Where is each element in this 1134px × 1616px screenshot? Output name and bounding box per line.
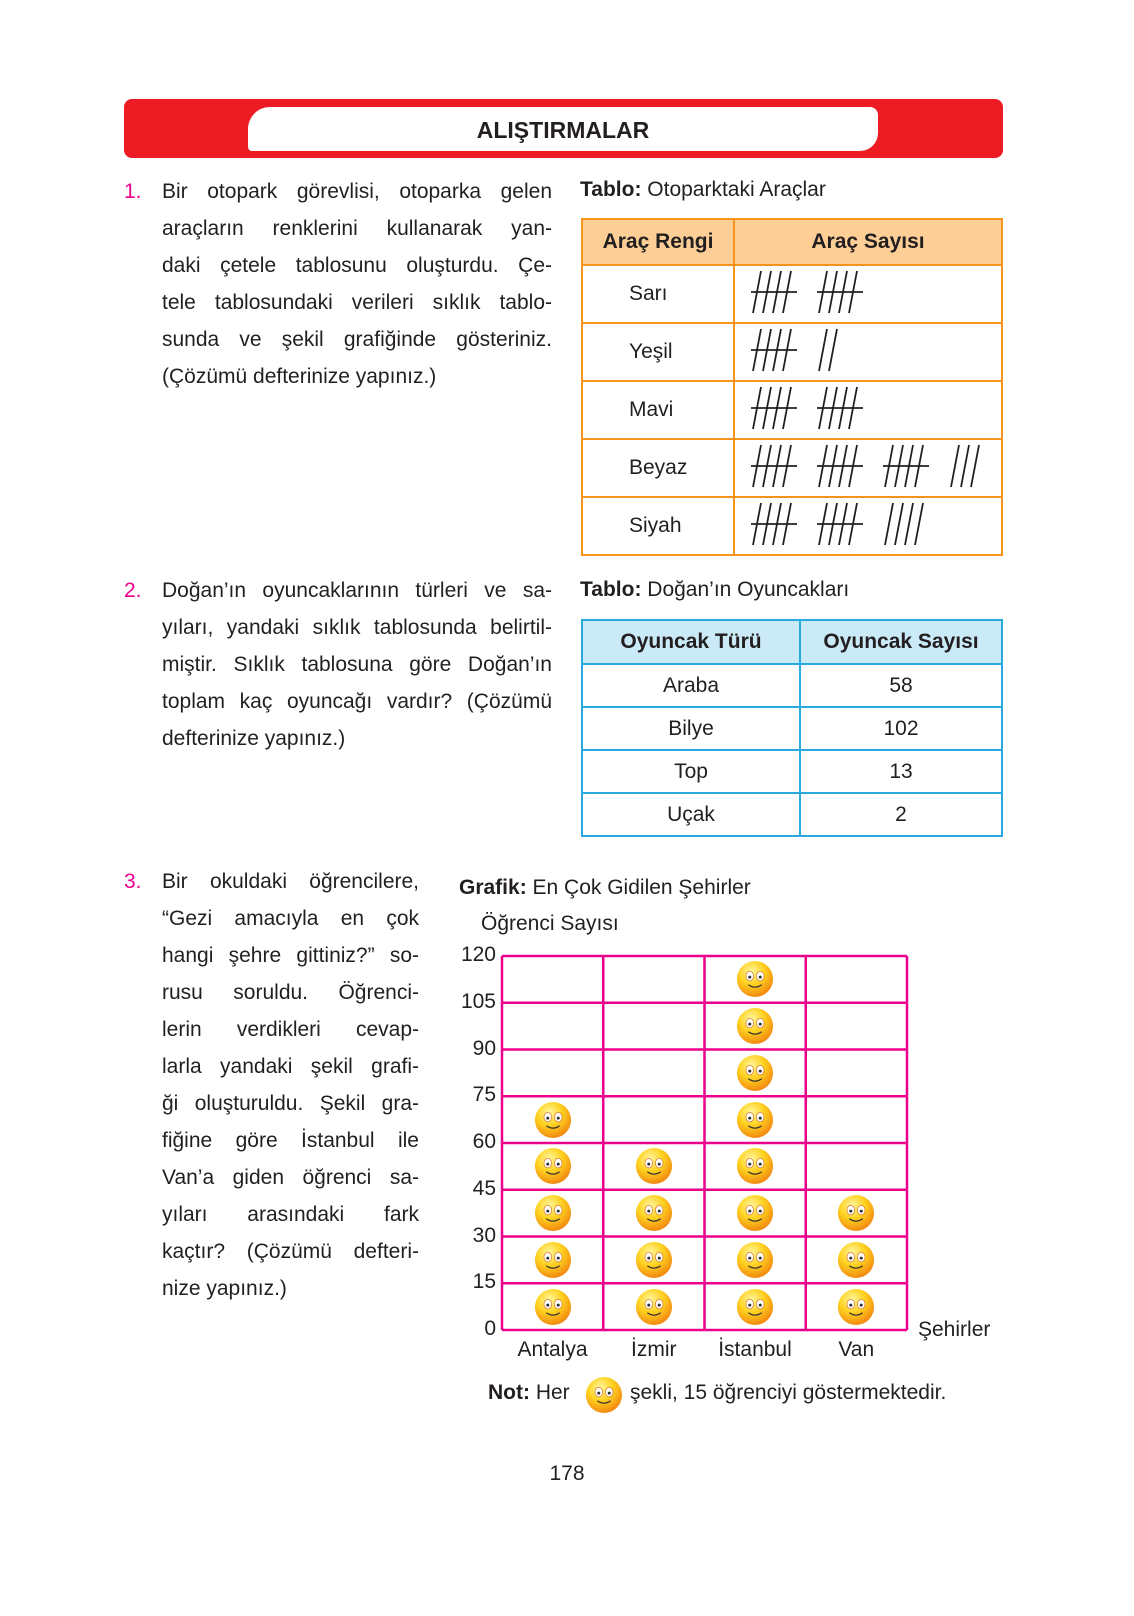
text-line: miştir. Sıklık tablosuna göre Doğan’ın — [162, 653, 552, 676]
text-line: tele tablosundaki verileri sıklık tablo- — [162, 291, 552, 314]
table-row — [582, 664, 1002, 707]
title-text: Doğan’ın Oyuncakları — [641, 578, 850, 601]
smiley-icon — [736, 960, 774, 1003]
smiley-icon — [837, 1241, 875, 1284]
smiley-icon — [837, 1288, 875, 1331]
question-number: 3. — [124, 870, 142, 893]
text-line: rusu soruldu. Öğrenci- — [162, 981, 419, 1004]
table-2-title — [580, 578, 849, 602]
title-label: Tablo: — [580, 578, 642, 601]
y-tick-label: 75 — [472, 1083, 496, 1107]
text-line: kaçtır? (Çözümü defteri- — [162, 1240, 419, 1263]
vehicle-color: Yeşil — [582, 323, 734, 381]
note-text: şekli, 15 öğrenciyi göstermektedir. — [630, 1381, 947, 1404]
toy-count: 13 — [800, 750, 1002, 793]
text-line: araçların renklerini kullanarak yan- — [162, 217, 552, 240]
y-tick-label: 45 — [472, 1176, 496, 1200]
y-tick-label: 90 — [472, 1036, 496, 1060]
toy-count: 2 — [800, 793, 1002, 836]
smiley-icon — [736, 1194, 774, 1237]
table-row — [582, 381, 1002, 439]
question-number: 1. — [124, 180, 142, 203]
tally-stroke — [819, 329, 827, 371]
tally-stroke — [915, 503, 923, 545]
tally-marks — [734, 323, 1002, 381]
note-label: Not: — [488, 1381, 530, 1404]
table-row — [582, 439, 1002, 497]
smiley-icon — [837, 1194, 875, 1237]
tally-stroke — [895, 503, 903, 545]
y-tick-label: 60 — [472, 1130, 496, 1153]
x-axis-label: Şehirler — [918, 1318, 991, 1341]
text-line: ği oluşturuldu. Şekil gra- — [162, 1092, 419, 1115]
frequency-table — [581, 619, 1003, 837]
column-header: Araç Rengi — [582, 219, 734, 265]
smiley-icon — [534, 1241, 572, 1284]
y-axis-label: Öğrenci Sayısı — [481, 912, 619, 935]
question-2-text — [162, 572, 552, 757]
toy-type: Uçak — [582, 793, 800, 836]
toy-type: Top — [582, 750, 800, 793]
chart-note — [488, 1381, 570, 1405]
toy-type: Araba — [582, 664, 800, 707]
table-row — [582, 793, 1002, 836]
tally-marks — [734, 439, 1002, 497]
title-label: Tablo: — [580, 178, 642, 201]
x-tick-label: Antalya — [517, 1338, 588, 1361]
tally-stroke — [971, 445, 979, 487]
toy-count: 102 — [800, 707, 1002, 750]
question-number: 2. — [124, 579, 142, 602]
toy-count: 58 — [800, 664, 1002, 707]
text-line: sunda ve şekil grafiğinde gösteriniz. — [162, 328, 552, 351]
table-row — [582, 707, 1002, 750]
smiley-icon — [736, 1054, 774, 1097]
chart-title — [459, 876, 751, 900]
text-line: toplam kaç oyuncağı vardır? (Çözümü — [162, 690, 552, 713]
text-line: Bir otopark görevlisi, otoparka gelen — [162, 180, 552, 203]
column-header: Oyuncak Sayısı — [800, 620, 1002, 664]
smiley-icon — [534, 1101, 572, 1144]
text-line: Van’a giden öğrenci sa- — [162, 1166, 419, 1189]
table-row — [582, 323, 1002, 381]
tally-stroke — [829, 329, 837, 371]
smiley-icon — [736, 1101, 774, 1144]
smiley-icon — [736, 1147, 774, 1190]
y-tick-label: 0 — [484, 1317, 496, 1340]
smiley-icon — [534, 1147, 572, 1190]
tally-stroke — [885, 503, 893, 545]
question-1-text — [162, 173, 552, 395]
text-line: fiğine göre İstanbul ile — [162, 1129, 419, 1152]
tally-stroke — [951, 445, 959, 487]
tally-stroke — [905, 503, 913, 545]
smiley-icon — [736, 1288, 774, 1331]
smiley-icon — [635, 1194, 673, 1237]
vehicle-color: Mavi — [582, 381, 734, 439]
vehicle-color: Sarı — [582, 265, 734, 323]
tally-marks — [734, 497, 1002, 555]
table-row — [582, 750, 1002, 793]
y-tick-label: 15 — [472, 1270, 496, 1294]
smiley-icon — [736, 1241, 774, 1284]
table-row — [582, 265, 1002, 323]
smiley-icon — [585, 1376, 623, 1419]
page-number: 178 — [549, 1462, 585, 1485]
smiley-icon — [635, 1241, 673, 1284]
text-line: Bir okuldaki öğrencilere, — [162, 870, 419, 893]
title-text: En Çok Gidilen Şehirler — [526, 876, 751, 899]
section-title: ALIŞTIRMALAR — [476, 117, 650, 143]
x-tick-label: İstanbul — [718, 1338, 792, 1361]
text-line: lerin verdikleri cevap- — [162, 1018, 419, 1041]
text-line: yıları arasındaki fark — [162, 1203, 419, 1226]
tally-marks — [734, 381, 1002, 439]
text-line: yıları, yandaki sıklık tablosunda belirtil- — [162, 616, 552, 639]
note-text: Her — [529, 1381, 570, 1404]
y-tick-label: 105 — [460, 989, 496, 1013]
title-label: Grafik: — [459, 876, 527, 899]
column-header: Araç Sayısı — [734, 219, 1002, 265]
smiley-icon — [635, 1147, 673, 1190]
tally-stroke — [961, 445, 969, 487]
table-row — [582, 497, 1002, 555]
text-line: daki çetele tablosunu oluşturdu. Çe- — [162, 254, 552, 277]
text-line: defterinize yapınız.) — [162, 727, 346, 750]
title-text: Otoparktaki Araçlar — [641, 178, 826, 201]
text-line: hangi şehre gittiniz?” so- — [162, 944, 419, 967]
smiley-icon — [534, 1194, 572, 1237]
y-tick-label: 120 — [460, 943, 496, 966]
tally-marks — [734, 265, 1002, 323]
vehicle-color: Siyah — [582, 497, 734, 555]
tally-table — [581, 218, 1003, 556]
toy-type: Bilye — [582, 707, 800, 750]
text-line: Doğan’ın oyuncaklarının türleri ve sa- — [162, 579, 552, 602]
text-line: larla yandaki şekil grafi- — [162, 1055, 419, 1078]
text-line: nize yapınız.) — [162, 1277, 287, 1300]
smiley-icon — [534, 1288, 572, 1331]
smiley-icon — [635, 1288, 673, 1331]
column-header: Oyuncak Türü — [582, 620, 800, 664]
table-1-title — [580, 178, 826, 202]
smiley-icon — [736, 1007, 774, 1050]
vehicle-color: Beyaz — [582, 439, 734, 497]
question-3-text — [162, 863, 419, 1307]
text-line: “Gezi amacıyla en çok — [162, 907, 419, 930]
x-tick-label: Van — [838, 1338, 875, 1361]
y-tick-label: 30 — [472, 1223, 496, 1247]
text-line: (Çözümü defterinize yapınız.) — [162, 365, 437, 388]
x-tick-label: İzmir — [631, 1338, 677, 1361]
